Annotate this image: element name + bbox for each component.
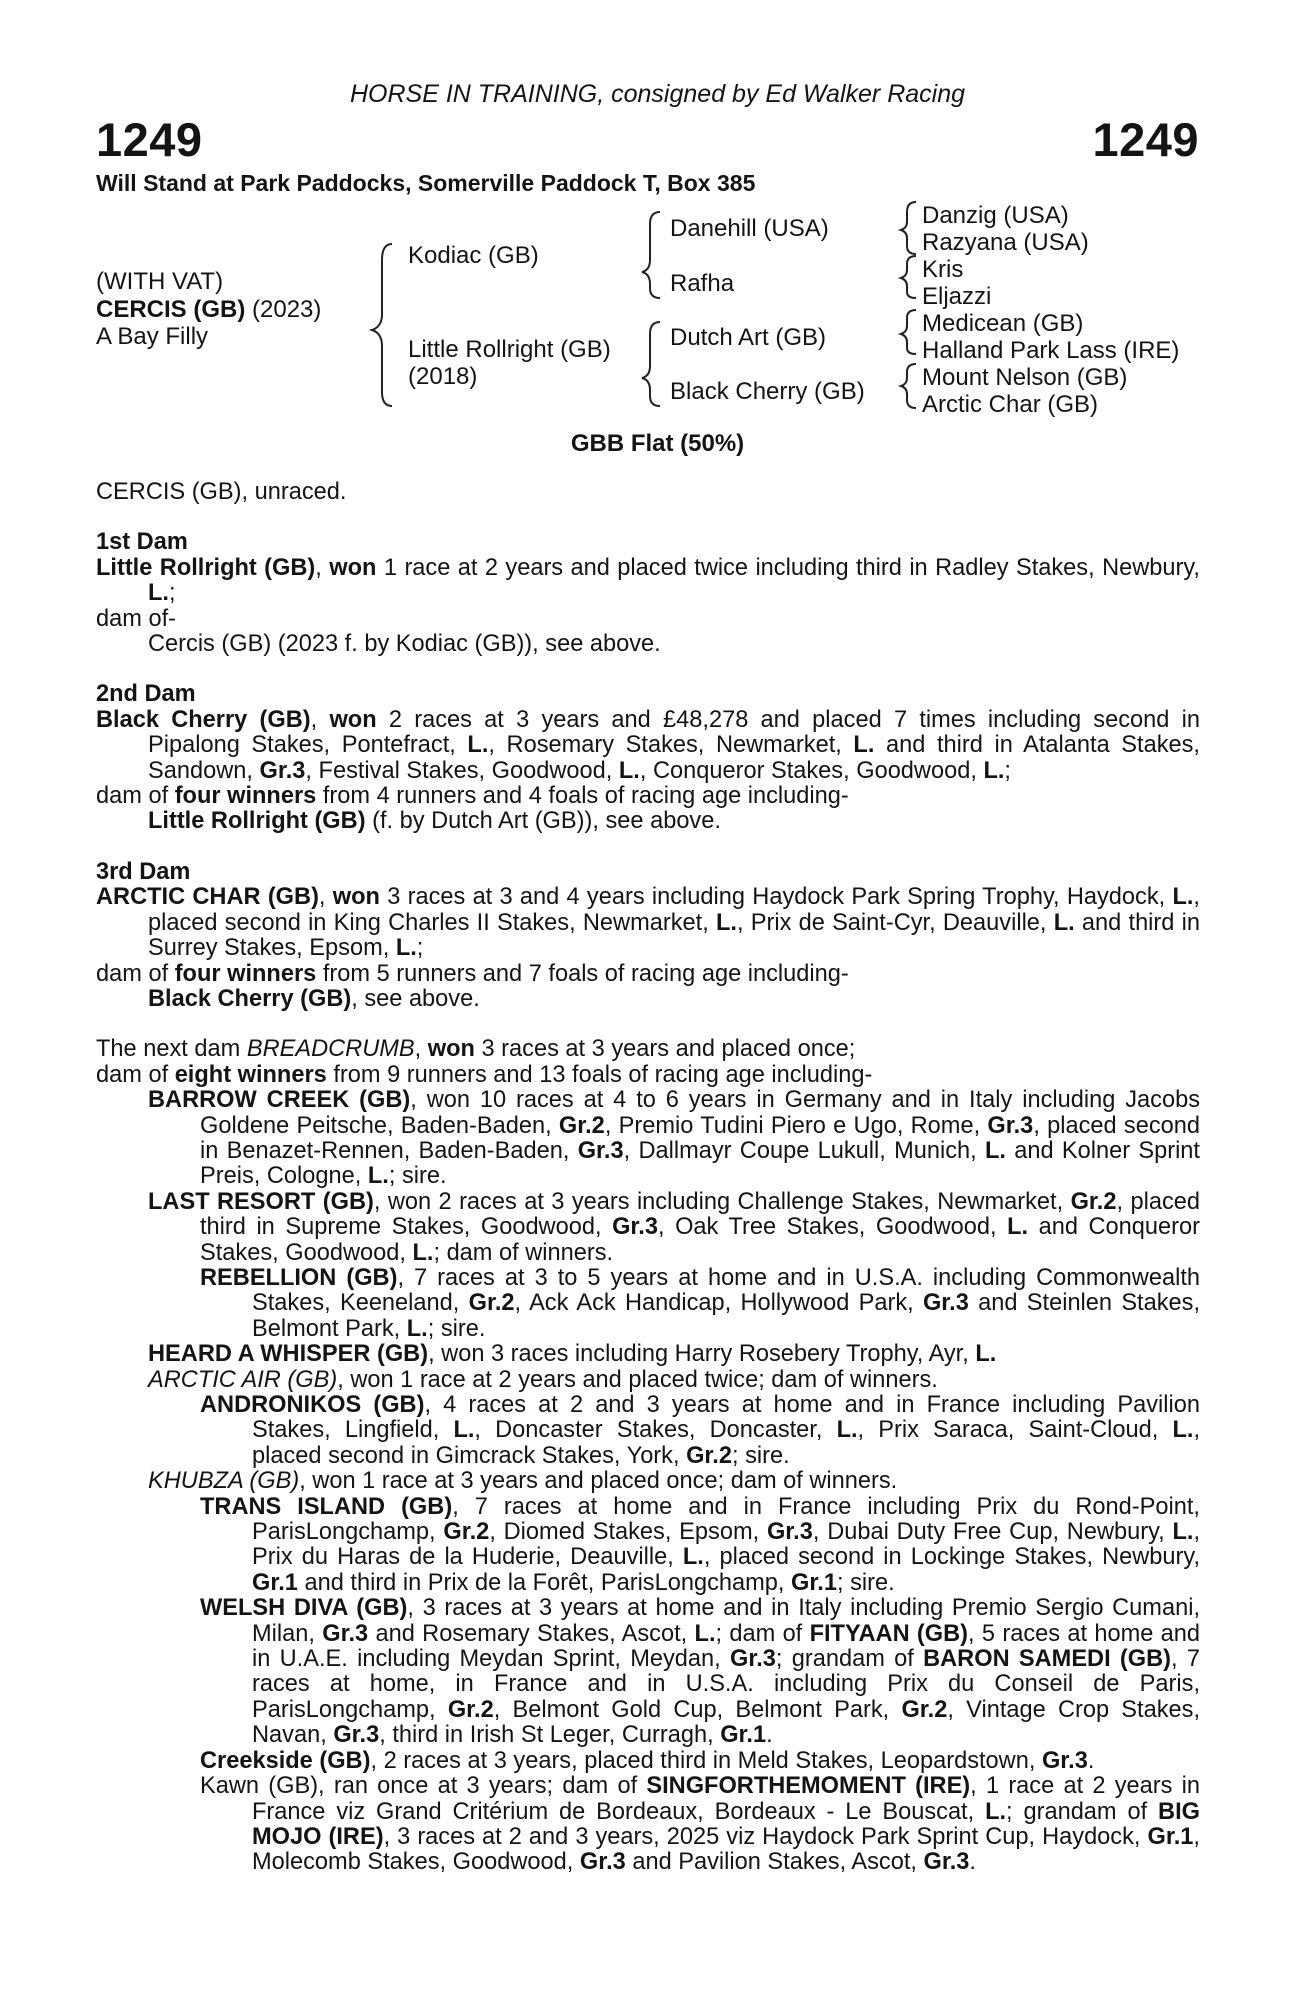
ggp-4: Eljazzi xyxy=(922,283,992,310)
produce-welsh-diva: WELSH DIVA (GB), 3 races at 3 years at home and in Italy including Premio Sergio Cumani, Milan, Gr.3 and Rosemary Stakes, Ascot, L.; dam of FITYAAN (GB), 5 races at home and in U.A.E. including Meydan Sprint, Meydan, Gr.3; grandam of BARON SAMEDI (GB), 7 races at home, in France and in U.S.A. including Prix du Conseil de Paris, ParisLongchamp, Gr.2, Belmont Gold Cup, Belmont Park, Gr.2, Vintage Crop Stakes, Navan, Gr.3, third in Irish St Leger, Curragh, Gr.1. xyxy=(200,1595,1201,1749)
granddam-1: Rafha xyxy=(670,270,735,297)
lot-number-left: 1249 xyxy=(96,113,203,166)
second-dam-dam-of: dam of four winners from 4 runners and 4 foals of racing age including- xyxy=(96,783,849,810)
horse-description: A Bay Filly xyxy=(96,323,209,350)
produce-andronikos: ANDRONIKOS (GB), 4 races at 2 and 3 years at home and in France including Pavilion Stakes, Lingfield, L., Doncaster Stakes, Doncaster, L., Prix Saraca, Saint-Cloud, L., placed second in Gimcrack Stakes, York, Gr.2; sire. xyxy=(200,1392,1201,1469)
ggp-5: Medicean (GB) xyxy=(922,310,1084,337)
grandsire-2: Dutch Art (GB) xyxy=(670,324,827,351)
second-dam-produce: Little Rollright (GB) (f. by Dutch Art (GB)), see above. xyxy=(148,808,721,835)
ggp-1: Danzig (USA) xyxy=(922,202,1069,229)
horse-name: CERCIS (GB) xyxy=(96,296,246,323)
lot-number-right: 1249 xyxy=(1092,113,1199,166)
dam-name: Little Rollright (GB) xyxy=(408,336,611,363)
produce-khubza: KHUBZA (GB), won 1 race at 3 years and placed once; dam of winners. xyxy=(148,1468,898,1495)
horse-name-line xyxy=(96,296,321,323)
first-dam-dam-of: dam of- xyxy=(96,605,176,632)
next-dam-line: The next dam BREADCRUMB, won 3 races at 3 years and placed once; xyxy=(96,1036,856,1063)
intro-line: CERCIS (GB), unraced. xyxy=(96,479,347,505)
produce-barrow-creek: BARROW CREEK (GB), won 10 races at 4 to 6 years in Germany and in Italy including Jacobs Goldene Peitsche, Baden-Baden, Gr.2, Premio Tudini Piero e Ugo, Rome, Gr.3, placed second in Benazet-Rennen, Baden-Baden, Gr.3, Dallmayr Coupe Lukull, Munich, L. and Kolner Sprint Preis, Cologne, L.; sire. xyxy=(148,1087,1200,1190)
ggp-2: Razyana (USA) xyxy=(922,229,1089,256)
third-dam-paragraph: ARCTIC CHAR (GB), won 3 races at 3 and 4 years including Haydock Park Spring Trophy, Haydock, L., placed second in King Charles II Stakes, Newmarket, L., Prix de Saint-Cyr, Deauville, L. and third in Surrey Stakes, Epsom, L.; xyxy=(96,884,1201,962)
third-dam-produce: Black Cherry (GB), see above. xyxy=(148,985,480,1012)
gbb-tag: GBB Flat (50%) xyxy=(570,430,745,457)
first-dam-heading: 1st Dam xyxy=(96,529,188,556)
ggp-7: Mount Nelson (GB) xyxy=(922,364,1128,391)
grandsire-1: Danehill (USA) xyxy=(670,215,829,242)
stand-location: Will Stand at Park Paddocks, Somerville Paddock T, Box 385 xyxy=(96,170,756,196)
consignor-subtitle: HORSE IN TRAINING, consigned by Ed Walker Racing xyxy=(349,80,966,108)
produce-trans-island: TRANS ISLAND (GB), 7 races at home and in France including Prix du Rond-Point, ParisLongchamp, Gr.2, Diomed Stakes, Epsom, Gr.3, Dubai Duty Free Cup, Newbury, L., Prix du Haras de la Huderie, Deauville, L., placed second in Lockinge Stakes, Newbury, Gr.1 and third in Prix de la Forêt, ParisLongchamp, Gr.1; sire. xyxy=(200,1493,1200,1596)
dam-year: (2018) xyxy=(408,363,478,390)
next-dam-dam-of: dam of eight winners from 9 runners and 13 foals of racing age including- xyxy=(96,1061,873,1088)
granddam-2: Black Cherry (GB) xyxy=(670,378,865,405)
ggp-3: Kris xyxy=(922,256,964,283)
first-dam-produce: Cercis (GB) (2023 f. by Kodiac (GB)), see above. xyxy=(148,631,661,658)
produce-arctic-air: ARCTIC AIR (GB), won 1 race at 2 years and placed twice; dam of winners. xyxy=(148,1366,938,1393)
sire-name: Kodiac (GB) xyxy=(408,242,539,269)
ggp-8: Arctic Char (GB) xyxy=(922,391,1099,418)
third-dam-dam-of: dam of four winners from 5 runners and 7 foals of racing age including- xyxy=(96,960,849,987)
third-dam-heading: 3rd Dam xyxy=(96,858,191,885)
ggp-6: Halland Park Lass (IRE) xyxy=(922,337,1180,364)
catalogue-body xyxy=(96,480,1200,1876)
second-dam-heading: 2nd Dam xyxy=(96,681,196,708)
produce-creekside: Creekside (GB), 2 races at 3 years, placed third in Meld Stakes, Leopardstown, Gr.3. xyxy=(200,1747,1095,1774)
produce-last-resort: LAST RESORT (GB), won 2 races at 3 years including Challenge Stakes, Newmarket, Gr.2, placed third in Supreme Stakes, Goodwood, Gr.3, Oak Tree Stakes, Goodwood, L. and Conqueror Stakes, Goodwood, L.; dam of winners. xyxy=(148,1188,1200,1266)
produce-rebellion: REBELLION (GB), 7 races at 3 to 5 years at home and in U.S.A. including Commonwealth Stakes, Keeneland, Gr.2, Ack Ack Handicap, Hollywood Park, Gr.3 and Steinlen Stakes, Belmont Park, L.; sire. xyxy=(200,1264,1200,1342)
produce-heard-a-whisper: HEARD A WHISPER (GB), won 3 races including Harry Rosebery Trophy, Ayr, L. xyxy=(148,1341,997,1368)
vat-note: (WITH VAT) xyxy=(96,268,224,295)
second-dam-paragraph: Black Cherry (GB), won 2 races at 3 years and £48,278 and placed 7 times including second in Pipalong Stakes, Pontefract, L., Rosemary Stakes, Newmarket, L. and third in Atalanta Stakes, Sandown, Gr.3, Festival Stakes, Goodwood, L., Conqueror Stakes, Goodwood, L.; xyxy=(96,706,1201,784)
horse-year: (2023) xyxy=(252,296,322,323)
first-dam-paragraph: Little Rollright (GB), won 1 race at 2 years and placed twice including third in Radley Stakes, Newbury, L.; xyxy=(96,554,1200,607)
produce-kawn: Kawn (GB), ran once at 3 years; dam of SINGFORTHEMOMENT (IRE), 1 race at 2 years in France viz Grand Critérium de Bordeaux, Bordeaux - Le Bouscat, L.; grandam of BIG MOJO (IRE), 3 races at 2 and 3 years, 2025 viz Haydock Park Sprint Cup, Haydock, Gr.1, Molecomb Stakes, Goodwood, Gr.3 and Pavilion Stakes, Ascot, Gr.3. xyxy=(200,1773,1200,1876)
